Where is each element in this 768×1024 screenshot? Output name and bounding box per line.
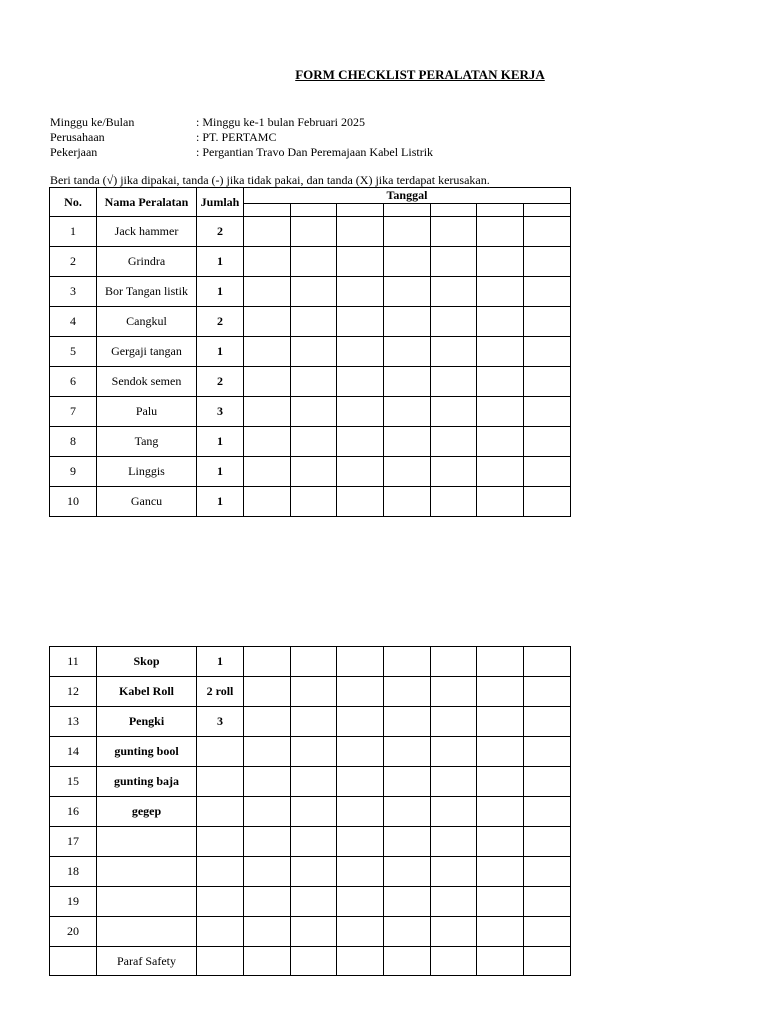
check-cell[interactable] — [291, 247, 337, 277]
equipment-name: Jack hammer — [97, 217, 197, 247]
table-row — [50, 647, 571, 677]
check-cell[interactable] — [524, 427, 571, 457]
check-cell[interactable] — [477, 827, 524, 857]
check-cell[interactable] — [384, 827, 431, 857]
check-cell[interactable] — [337, 827, 384, 857]
check-cell[interactable] — [244, 797, 291, 827]
check-cell[interactable] — [477, 737, 524, 767]
check-cell[interactable] — [384, 647, 431, 677]
equipment-name: Cangkul — [97, 307, 197, 337]
check-cell[interactable] — [384, 737, 431, 767]
table-row — [50, 917, 571, 947]
check-cell[interactable] — [291, 707, 337, 737]
date-header-cell[interactable] — [524, 204, 571, 217]
equipment-name — [97, 917, 197, 947]
row-number: 9 — [50, 457, 97, 487]
equipment-name: Tang — [97, 427, 197, 457]
equipment-quantity: 3 — [197, 397, 244, 427]
check-cell[interactable] — [337, 367, 384, 397]
check-cell[interactable] — [431, 647, 477, 677]
check-cell[interactable] — [524, 217, 571, 247]
check-cell[interactable] — [337, 217, 384, 247]
check-cell[interactable] — [337, 707, 384, 737]
check-cell[interactable] — [524, 797, 571, 827]
equipment-quantity — [197, 797, 244, 827]
info-label: Pekerjaan — [50, 145, 98, 159]
check-cell[interactable] — [524, 647, 571, 677]
row-number: 4 — [50, 307, 97, 337]
check-cell[interactable] — [291, 767, 337, 797]
row-number: 3 — [50, 277, 97, 307]
check-cell[interactable] — [244, 427, 291, 457]
check-cell[interactable] — [431, 337, 477, 367]
info-label: Minggu ke/Bulan — [50, 115, 135, 129]
date-header-cell[interactable] — [477, 204, 524, 217]
check-cell[interactable] — [431, 307, 477, 337]
equipment-name: Linggis — [97, 457, 197, 487]
check-cell[interactable] — [244, 767, 291, 797]
table-row — [50, 217, 571, 247]
check-cell[interactable] — [244, 457, 291, 487]
check-cell[interactable] — [431, 457, 477, 487]
check-cell[interactable] — [291, 427, 337, 457]
check-cell[interactable] — [291, 307, 337, 337]
check-cell[interactable] — [291, 367, 337, 397]
table-row — [50, 827, 571, 857]
check-cell[interactable] — [524, 307, 571, 337]
equipment-quantity: 1 — [197, 647, 244, 677]
table-row — [50, 367, 571, 397]
check-cell[interactable] — [291, 217, 337, 247]
check-cell[interactable] — [431, 887, 477, 917]
check-cell[interactable] — [337, 307, 384, 337]
check-cell[interactable] — [291, 457, 337, 487]
equipment-quantity: 3 — [197, 707, 244, 737]
row-number: 6 — [50, 367, 97, 397]
check-cell[interactable] — [524, 247, 571, 277]
equipment-quantity: 1 — [197, 487, 244, 517]
check-cell[interactable] — [524, 277, 571, 307]
check-cell[interactable] — [477, 887, 524, 917]
check-cell[interactable] — [244, 217, 291, 247]
row-number: 14 — [50, 737, 97, 767]
equipment-name — [97, 887, 197, 917]
row-number: 5 — [50, 337, 97, 367]
check-cell[interactable] — [477, 427, 524, 457]
check-cell[interactable] — [244, 367, 291, 397]
check-cell[interactable] — [431, 737, 477, 767]
equipment-quantity: 1 — [197, 427, 244, 457]
check-cell[interactable] — [384, 887, 431, 917]
equipment-name: Skop — [97, 647, 197, 677]
check-cell[interactable] — [244, 397, 291, 427]
check-cell[interactable] — [477, 647, 524, 677]
info-value: : PT. PERTAMC — [196, 130, 277, 144]
equipment-quantity: 1 — [197, 277, 244, 307]
equipment-name: Gergaji tangan — [97, 337, 197, 367]
table-row — [50, 767, 571, 797]
row-number: 20 — [50, 917, 97, 947]
row-number: 16 — [50, 797, 97, 827]
signature-cell[interactable] — [244, 947, 291, 976]
header-no: No. — [50, 188, 97, 217]
header-jumlah: Jumlah — [197, 188, 244, 217]
equipment-name — [97, 827, 197, 857]
row-number: 12 — [50, 677, 97, 707]
header-tanggal: Tanggal — [244, 188, 571, 204]
check-cell[interactable] — [244, 827, 291, 857]
row-number: 11 — [50, 647, 97, 677]
check-cell[interactable] — [337, 427, 384, 457]
check-cell[interactable] — [291, 857, 337, 887]
row-number: 19 — [50, 887, 97, 917]
check-cell[interactable] — [524, 887, 571, 917]
check-cell[interactable] — [384, 797, 431, 827]
row-number: 10 — [50, 487, 97, 517]
equipment-name — [97, 857, 197, 887]
table-row — [50, 677, 571, 707]
check-cell[interactable] — [431, 827, 477, 857]
check-cell[interactable] — [431, 217, 477, 247]
info-value: : Minggu ke-1 bulan Februari 2025 — [196, 115, 365, 129]
check-cell[interactable] — [384, 707, 431, 737]
paraf-safety-label: Paraf Safety — [97, 947, 197, 976]
check-cell[interactable] — [524, 917, 571, 947]
check-cell[interactable] — [291, 737, 337, 767]
check-cell[interactable] — [291, 827, 337, 857]
check-cell[interactable] — [384, 217, 431, 247]
check-cell[interactable] — [431, 397, 477, 427]
check-cell[interactable] — [431, 767, 477, 797]
equipment-name: Palu — [97, 397, 197, 427]
check-cell[interactable] — [524, 367, 571, 397]
check-cell[interactable] — [337, 767, 384, 797]
info-label: Perusahaan — [50, 130, 105, 144]
check-cell[interactable] — [431, 277, 477, 307]
check-cell[interactable] — [337, 917, 384, 947]
check-cell[interactable] — [244, 707, 291, 737]
check-cell[interactable] — [244, 647, 291, 677]
check-cell[interactable] — [291, 677, 337, 707]
check-cell[interactable] — [384, 457, 431, 487]
date-header-cell[interactable] — [384, 204, 431, 217]
equipment-name: Pengki — [97, 707, 197, 737]
signature-cell[interactable] — [291, 947, 337, 976]
check-cell[interactable] — [291, 487, 337, 517]
signature-cell[interactable] — [524, 947, 571, 976]
check-cell[interactable] — [384, 307, 431, 337]
equipment-quantity: 2 roll — [197, 677, 244, 707]
equipment-quantity — [197, 917, 244, 947]
check-cell[interactable] — [337, 337, 384, 367]
check-cell[interactable] — [291, 647, 337, 677]
check-cell[interactable] — [477, 917, 524, 947]
row-number: 2 — [50, 247, 97, 277]
check-cell[interactable] — [524, 397, 571, 427]
check-cell[interactable] — [524, 707, 571, 737]
signature-cell[interactable] — [477, 947, 524, 976]
check-cell[interactable] — [477, 217, 524, 247]
check-cell[interactable] — [431, 427, 477, 457]
checklist-table-1 — [49, 187, 571, 517]
equipment-quantity: 1 — [197, 457, 244, 487]
check-cell[interactable] — [291, 797, 337, 827]
date-header-cell[interactable] — [337, 204, 384, 217]
signature-cell[interactable] — [384, 947, 431, 976]
check-cell[interactable] — [477, 247, 524, 277]
table-row — [50, 707, 571, 737]
check-cell[interactable] — [477, 397, 524, 427]
equipment-name: Gancu — [97, 487, 197, 517]
table-row — [50, 277, 571, 307]
check-cell[interactable] — [384, 767, 431, 797]
check-cell[interactable] — [244, 857, 291, 887]
check-cell[interactable] — [477, 337, 524, 367]
equipment-quantity: 2 — [197, 367, 244, 397]
check-cell[interactable] — [477, 797, 524, 827]
check-cell[interactable] — [477, 277, 524, 307]
check-cell[interactable] — [337, 457, 384, 487]
check-cell[interactable] — [291, 917, 337, 947]
info-value: : Pergantian Travo Dan Peremajaan Kabel Listrik — [196, 145, 434, 159]
check-cell[interactable] — [384, 487, 431, 517]
instruction-text: Beri tanda (√) jika dipakai, tanda (-) jika tidak pakai, dan tanda (X) jika terdapat kerusakan. — [50, 173, 490, 187]
checklist-table-2 — [49, 646, 571, 976]
equipment-quantity — [197, 887, 244, 917]
row-number: 1 — [50, 217, 97, 247]
table-row — [50, 397, 571, 427]
check-cell[interactable] — [524, 677, 571, 707]
table-cell — [50, 947, 97, 976]
table-row — [50, 797, 571, 827]
equipment-quantity — [197, 827, 244, 857]
check-cell[interactable] — [477, 367, 524, 397]
equipment-name: Sendok semen — [97, 367, 197, 397]
equipment-name: gunting baja — [97, 767, 197, 797]
check-cell[interactable] — [477, 487, 524, 517]
check-cell[interactable] — [337, 677, 384, 707]
check-cell[interactable] — [431, 367, 477, 397]
check-cell[interactable] — [384, 427, 431, 457]
check-cell[interactable] — [337, 397, 384, 427]
check-cell[interactable] — [244, 307, 291, 337]
check-cell[interactable] — [524, 337, 571, 367]
equipment-name: Kabel Roll — [97, 677, 197, 707]
date-header-cell[interactable] — [244, 204, 291, 217]
check-cell[interactable] — [477, 677, 524, 707]
table-row — [50, 247, 571, 277]
signature-cell[interactable] — [431, 947, 477, 976]
check-cell[interactable] — [384, 277, 431, 307]
check-cell[interactable] — [524, 857, 571, 887]
check-cell[interactable] — [291, 397, 337, 427]
equipment-name: gegep — [97, 797, 197, 827]
equipment-quantity — [197, 857, 244, 887]
check-cell[interactable] — [477, 307, 524, 337]
row-number: 18 — [50, 857, 97, 887]
check-cell[interactable] — [431, 857, 477, 887]
check-cell[interactable] — [477, 707, 524, 737]
check-cell[interactable] — [477, 767, 524, 797]
check-cell[interactable] — [431, 677, 477, 707]
check-cell[interactable] — [524, 457, 571, 487]
check-cell[interactable] — [524, 737, 571, 767]
check-cell[interactable] — [384, 917, 431, 947]
table-row — [50, 457, 571, 487]
check-cell[interactable] — [431, 797, 477, 827]
check-cell[interactable] — [384, 367, 431, 397]
check-cell[interactable] — [384, 857, 431, 887]
table-cell — [197, 947, 244, 976]
table-row — [50, 487, 571, 517]
check-cell[interactable] — [337, 487, 384, 517]
date-header-cell[interactable] — [291, 204, 337, 217]
table-row — [50, 337, 571, 367]
paraf-row — [50, 947, 571, 976]
check-cell[interactable] — [244, 887, 291, 917]
check-cell[interactable] — [337, 647, 384, 677]
check-cell[interactable] — [337, 737, 384, 767]
check-cell[interactable] — [337, 247, 384, 277]
table-row — [50, 427, 571, 457]
table-row — [50, 737, 571, 767]
check-cell[interactable] — [524, 487, 571, 517]
equipment-quantity: 1 — [197, 247, 244, 277]
equipment-name: Bor Tangan listik — [97, 277, 197, 307]
check-cell[interactable] — [524, 827, 571, 857]
check-cell[interactable] — [384, 247, 431, 277]
page-title: FORM CHECKLIST PERALATAN KERJA — [295, 67, 545, 82]
check-cell[interactable] — [244, 917, 291, 947]
equipment-quantity: 2 — [197, 307, 244, 337]
date-header-cell[interactable] — [431, 204, 477, 217]
row-number: 8 — [50, 427, 97, 457]
check-cell[interactable] — [337, 797, 384, 827]
check-cell[interactable] — [244, 487, 291, 517]
check-cell[interactable] — [431, 487, 477, 517]
check-cell[interactable] — [291, 277, 337, 307]
table-row — [50, 857, 571, 887]
check-cell[interactable] — [477, 857, 524, 887]
table-row — [50, 307, 571, 337]
check-cell[interactable] — [244, 737, 291, 767]
check-cell[interactable] — [337, 857, 384, 887]
check-cell[interactable] — [477, 457, 524, 487]
row-number: 15 — [50, 767, 97, 797]
check-cell[interactable] — [291, 337, 337, 367]
check-cell[interactable] — [524, 767, 571, 797]
equipment-quantity — [197, 737, 244, 767]
equipment-name: gunting bool — [97, 737, 197, 767]
check-cell[interactable] — [244, 677, 291, 707]
check-cell[interactable] — [244, 247, 291, 277]
check-cell[interactable] — [384, 337, 431, 367]
check-cell[interactable] — [431, 917, 477, 947]
check-cell[interactable] — [384, 397, 431, 427]
equipment-quantity: 2 — [197, 217, 244, 247]
check-cell[interactable] — [244, 277, 291, 307]
equipment-quantity: 1 — [197, 337, 244, 367]
equipment-quantity — [197, 767, 244, 797]
signature-cell[interactable] — [337, 947, 384, 976]
check-cell[interactable] — [384, 677, 431, 707]
header-nama-peralatan: Nama Peralatan — [97, 188, 197, 217]
check-cell[interactable] — [337, 887, 384, 917]
equipment-name: Grindra — [97, 247, 197, 277]
row-number: 13 — [50, 707, 97, 737]
row-number: 7 — [50, 397, 97, 427]
table-row — [50, 887, 571, 917]
check-cell[interactable] — [291, 887, 337, 917]
check-cell[interactable] — [244, 337, 291, 367]
check-cell[interactable] — [337, 277, 384, 307]
check-cell[interactable] — [431, 707, 477, 737]
check-cell[interactable] — [431, 247, 477, 277]
row-number: 17 — [50, 827, 97, 857]
